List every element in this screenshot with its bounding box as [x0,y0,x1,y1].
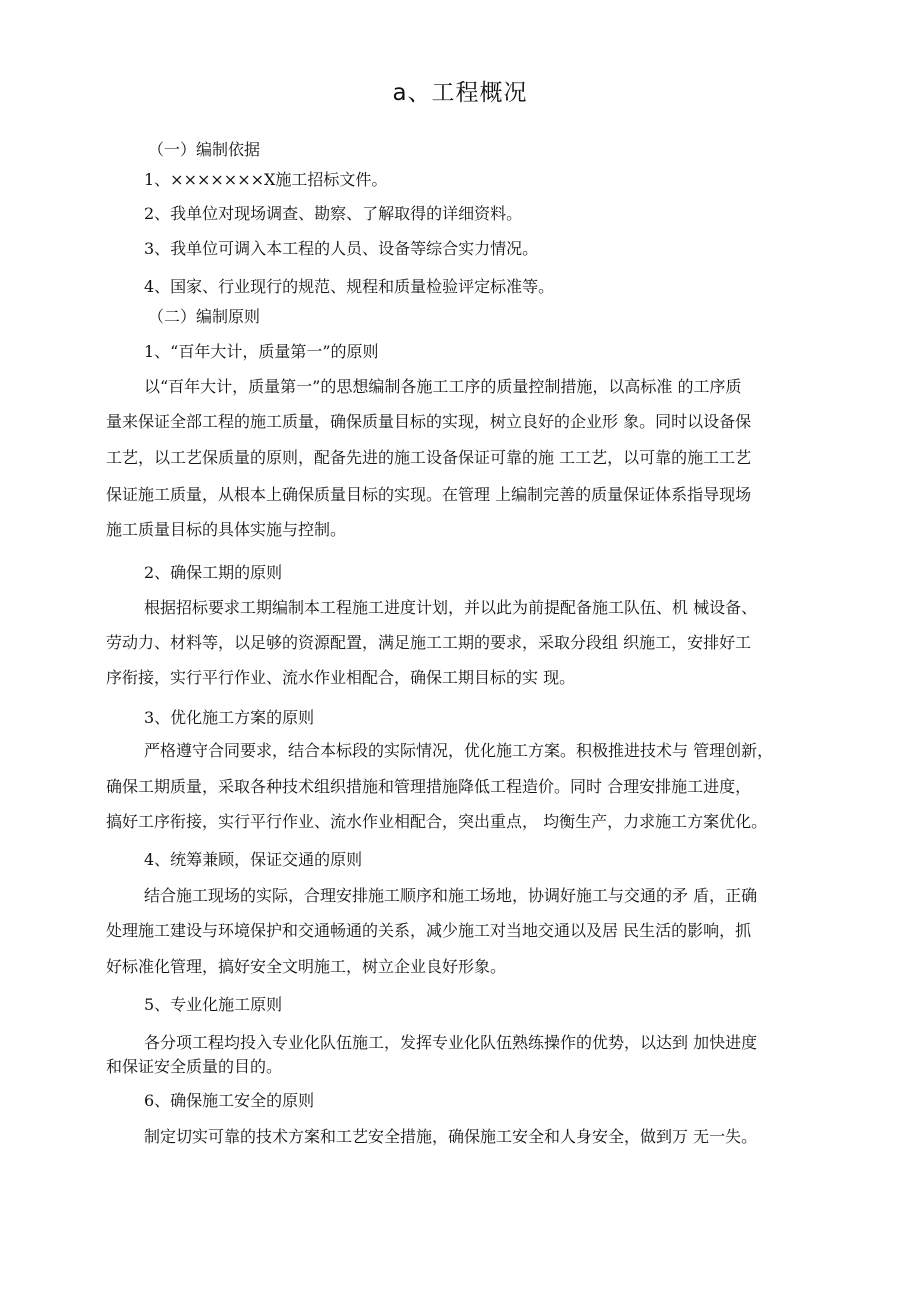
paragraph-line: 严格遵守合同要求，结合本标段的实际情况，优化施工方案。积极推进技术与 管理创新， [144,741,774,760]
page-title: a、工程概况 [392,80,528,106]
paragraph-line: 确保工期质量，采取各种技术组织措施和管理措施降低工程造价。同时 合理安排施工进度， [106,777,752,796]
section-heading: （二）编制原则 [148,307,261,326]
paragraph-line: 好标准化管理，搞好安全文明施工，树立企业良好形象。 [106,957,507,976]
list-item: 1、×××××××X施工招标文件。 [144,170,388,189]
paragraph-line: 制定切实可靠的技术方案和工艺安全措施，确保施工安全和人身安全，做到万 无一失。 [144,1127,758,1146]
paragraph-line: 搞好工序衔接，实行平行作业、流水作业相配合，突出重点， 均衡生产，力求施工方案优化。 [106,812,768,831]
list-item: 4、国家、行业现行的规范、规程和质量检验评定标准等。 [144,277,555,296]
paragraph-line: 工艺，以工艺保质量的原则，配备先进的施工设备保证可靠的施 工工艺，以可靠的施工工艺 [106,448,752,467]
paragraph-line: 保证施工质量，从根本上确保质量目标的实现。在管理 上编制完善的质量保证体系指导现场 [106,485,752,504]
paragraph-line: 结合施工现场的实际，合理安排施工顺序和施工场地，协调好施工与交通的矛 盾，正确 [144,886,758,905]
paragraph-line: 以“百年大计，质量第一”的思想编制各施工工序的质量控制措施，以高标准 的工序质 [144,377,742,396]
paragraph-line: 施工质量目标的具体实施与控制。 [106,520,347,539]
paragraph-line: 各分项工程均投入专业化队伍施工，发挥专业化队伍熟练操作的优势，以达到 加快进度 [144,1033,758,1052]
paragraph-line: 根据招标要求工期编制本工程施工进度计划，并以此为前提配备施工队伍、机 械设备、 [144,598,758,617]
subheading: 3、优化施工方案的原则 [144,708,315,727]
subheading: 2、确保工期的原则 [144,563,283,582]
paragraph-line: 劳动力、材料等，以足够的资源配置，满足施工工期的要求，采取分段组 织施工，安排好工 [106,633,752,652]
section-heading: （一）编制依据 [148,140,261,159]
list-item: 3、我单位可调入本工程的人员、设备等综合实力情况。 [144,239,539,258]
paragraph-line: 和保证安全质量的目的。 [106,1057,283,1076]
paragraph-line: 序衔接，实行平行作业、流水作业相配合，确保工期目标的实 现。 [106,668,576,687]
subheading: 4、统筹兼顾，保证交通的原则 [144,850,363,869]
subheading: 6、确保施工安全的原则 [144,1091,315,1110]
subheading: 1、“百年大计，质量第一”的原则 [144,342,379,361]
subheading: 5、专业化施工原则 [144,995,283,1014]
paragraph-line: 量来保证全部工程的施工质量，确保质量目标的实现，树立良好的企业形 象。同时以设备保 [106,412,752,431]
list-item: 2、我单位对现场调查、勘察、了解取得的详细资料。 [144,204,523,223]
paragraph-line: 处理施工建设与环境保护和交通畅通的关系，减少施工对当地交通以及居 民生活的影响，抓 [106,921,752,940]
